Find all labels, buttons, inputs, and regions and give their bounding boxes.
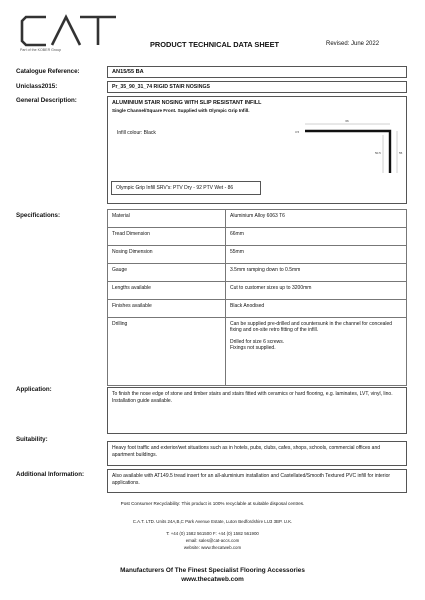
srv-values: Olympic Grip Infill SRV's: PTV Dry - 92 PTV Wet - 86: [111, 181, 261, 195]
spec-value: 55mm: [226, 246, 407, 264]
footer-tagline: Manufacturers Of The Finest Specialist Flooring Accessories: [120, 567, 305, 574]
infill-colour: Infill colour: Black: [117, 130, 156, 136]
spec-key: Material: [108, 210, 226, 228]
general-description-box: [107, 96, 407, 204]
product-title: ALUMINIUM STAIR NOSING WITH SLIP RESISTANT INFILL: [112, 100, 262, 106]
application-box: [107, 387, 407, 434]
recyclability-note: Post Consumer Recyclability: This product is 100% recyclable at suitable disposal centres.: [120, 501, 305, 506]
spec-value: Cut to customer sizes up to 3200mm: [226, 282, 407, 300]
application-note: Installation guide available.: [112, 397, 173, 404]
spec-key: Tread Dimension: [108, 228, 226, 246]
nosing-dimension-label: 55: [399, 151, 403, 155]
specifications-label: Specifications:: [16, 212, 61, 219]
gauge-dimension-label: 3.5: [295, 130, 300, 134]
table-row: [108, 228, 407, 246]
document-header: [0, 0, 425, 62]
company-phone: T: +44 (0) 1582 561500 F: +44 (0) 1582 561900: [166, 531, 259, 536]
cat-logo: [20, 14, 120, 48]
footer-website: www.thecatweb.com: [181, 576, 244, 583]
cat-logo-icon: [20, 14, 120, 48]
spec-key: Finishes available: [108, 300, 226, 318]
additional-information-box: Also available with AT149.5 tread insert for an all-aluminium installation and Castellated/Smooth Textured PVC infill for interior applications.: [107, 469, 407, 493]
inner-dimension-label: 50.5: [375, 151, 381, 155]
revised-date: Revised: June 2022: [326, 41, 380, 47]
table-row: [108, 210, 407, 228]
spec-value: 3.5mm ramping down to 0.5mm: [226, 264, 407, 282]
additional-information-label: Additional Information:: [16, 471, 85, 478]
product-subtitle: Single Channel/Square Front. Supplied with Olympic Grip Infill.: [112, 108, 250, 113]
application-text: To finish the nose edge of stone and timber stairs and stairs fitted with ceramics or hard flooring, e.g. laminates, LVT, vinyl, lino.: [112, 391, 393, 397]
company-email: email: sales@cat-accs.com: [185, 538, 240, 543]
tread-dimension-label: 66: [345, 119, 349, 123]
table-row: [108, 246, 407, 264]
table-row: [108, 264, 407, 282]
table-row: [108, 282, 407, 300]
profile-drawing-svg: [293, 107, 403, 187]
logo-caption: Part of the KOBER Group: [20, 48, 62, 52]
table-row: [108, 300, 407, 318]
spec-key: Lengths available: [108, 282, 226, 300]
company-website-small: website: www.thecatweb.com: [183, 545, 242, 550]
profile-drawing: [293, 107, 403, 187]
spec-value: Aluminium Alloy 6063 T6: [226, 210, 407, 228]
suitability-label: Suitability:: [16, 436, 48, 443]
specifications-table: [107, 209, 407, 386]
drilling-note-fixings: Fixings not supplied.: [230, 345, 276, 351]
table-row: [108, 318, 407, 386]
spec-value: 66mm: [226, 228, 407, 246]
uniclass-value: Pr_35_90_31_74 RIGID STAIR NOSINGS: [107, 81, 407, 93]
spec-key: Nosing Dimension: [108, 246, 226, 264]
general-description-label: General Description:: [16, 97, 77, 104]
spec-value: Black Anodised: [226, 300, 407, 318]
application-label: Application:: [16, 386, 52, 393]
catalogue-reference-label: Catalogue Reference:: [16, 68, 80, 75]
drilling-description: Can be supplied pre-drilled and countersunk in the channel for concealed fixing and on-site retro fitting of the infill.: [230, 321, 393, 333]
page-title: PRODUCT TECHNICAL DATA SHEET: [150, 40, 280, 49]
suitability-box: Heavy foot traffic and exterior/wet situations such as in hotels, pubs, clubs, cafes, shops, schools, commercial offices and apartment buildings.: [107, 441, 407, 466]
spec-key: Gauge: [108, 264, 226, 282]
drilling-note-screws: Drilled for size 6 screws.: [230, 339, 285, 345]
uniclass-label: Uniclass2015:: [16, 83, 58, 90]
catalogue-reference-value: AN15/55 BA: [107, 66, 407, 78]
spec-key: Drilling: [108, 318, 226, 386]
company-address: C.A.T. LTD. Units 24A,B,C Park Avenue Estate, Luton Bedfordshire LU3 3BP. U.K.: [132, 519, 293, 524]
drilling-value-cell: [226, 318, 407, 386]
